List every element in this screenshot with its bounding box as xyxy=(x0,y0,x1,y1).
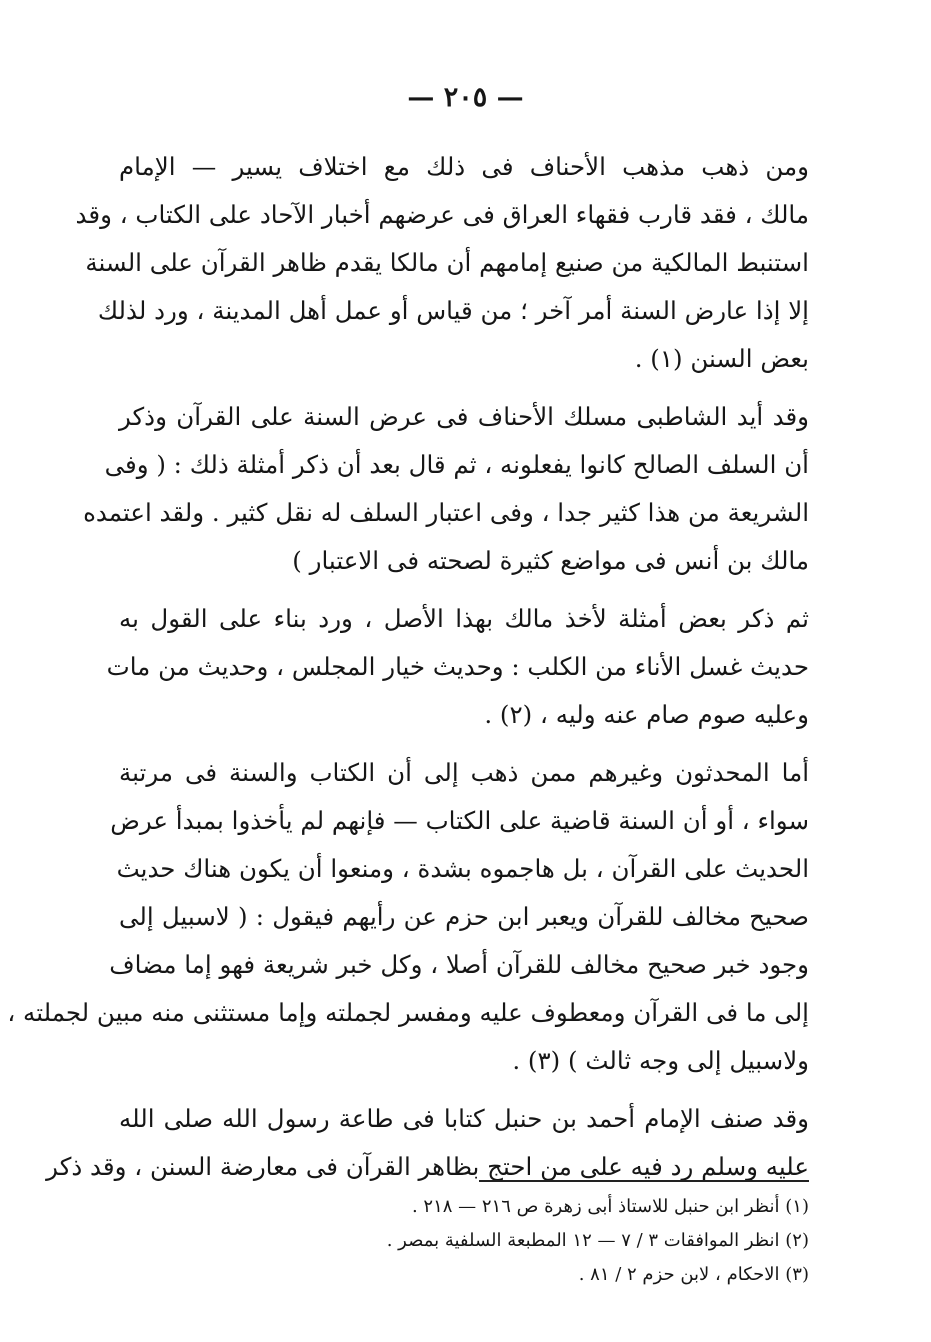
text-line: وعليه صوم صام عنه وليه ، (٢) . xyxy=(484,700,809,729)
text-line: سواء ، أو أن السنة قاضية على الكتاب — فإنهم لم يأخذوا بمبدأ عرض xyxy=(110,806,809,835)
paragraph xyxy=(46,1095,809,1191)
text-line: وقد أيد الشاطبى مسلك الأحناف فى عرض السنة على القرآن وذكر xyxy=(119,402,809,431)
text-line: ثم ذكر بعض أمثلة لأخذ مالك بهذا الأصل ، ورد بناء على القول به xyxy=(119,604,809,633)
body-text xyxy=(7,143,809,1201)
text-line: استنبط المالكية من صنيع إمامهم أن مالكا يقدم ظاهر القرآن على السنة xyxy=(85,248,809,277)
text-line: وجود خبر صحيح مخالف للقرآن أصلا ، وكل خبر شريعة فهو إما مضاف xyxy=(109,950,809,979)
text-line: حديث غسل الأناء من الكلب : وحديث خيار المجلس ، وحديث من مات xyxy=(106,652,809,681)
text-line: ومن ذهب مذهب الأحناف فى ذلك مع اختلاف يسير — الإمام xyxy=(119,152,809,181)
text-line: عليه وسلم رد فيه على من احتج بظاهر القرآن فى معارضة السنن ، وقد ذكر xyxy=(46,1152,809,1181)
text-line: مالك ، فقد قارب فقهاء العراق فى عرضهم أخبار الآحاد على الكتاب ، وقد xyxy=(75,200,809,229)
text-line: إلا إذا عارض السنة أمر آخر ؛ من قياس أو عمل أهل المدينة ، ورد لذلك xyxy=(97,296,809,325)
text-line: الحديث على القرآن ، بل هاجموه بشدة ، ومنعوا أن يكون هناك حديث xyxy=(116,854,809,883)
text-line: الشريعة من هذا كثير جدا ، وفى اعتبار السلف له نقل كثير . ولقد اعتمده xyxy=(83,498,809,527)
text-line: مالك بن أنس فى مواضع كثيرة لصحته فى الاعتبار ) xyxy=(292,546,809,575)
paragraph xyxy=(83,393,809,585)
text-line: أن السلف الصالح كانوا يفعلونه ، ثم قال بعد أن ذكر أمثلة ذلك : ( وفى xyxy=(104,450,809,479)
text-line: ولاسبيل إلى وجه ثالث ) (٣) . xyxy=(512,1046,809,1075)
footnote-2: (٢) انظر الموافقات ٣ / ٧ — ١٢ المطبعة السلفية بمصر . xyxy=(386,1230,809,1251)
text-line: بعض السنن (١) . xyxy=(634,344,809,373)
paragraph xyxy=(106,595,809,739)
page-number: — ٢٠٥ — xyxy=(407,82,524,113)
paragraph xyxy=(75,143,809,383)
text-line: إلى ما فى القرآن ومعطوف عليه ومفسر لجملته وإما مستثنى منه مبين لجملته ، xyxy=(7,998,809,1027)
footnote-1: (١) أنظر ابن حنبل للاستاذ أبى زهرة ص ٢١٦ — ٢١٨ . xyxy=(411,1196,809,1217)
paragraph xyxy=(7,749,809,1085)
footnote-3: (٣) الاحكام ، لابن حزم ٢ / ٨١ . xyxy=(578,1264,809,1285)
text-line: وقد صنف الإمام أحمد بن حنبل كتابا فى طاعة رسول الله صلى الله xyxy=(119,1104,809,1133)
text-line: أما المحدثون وغيرهم ممن ذهب إلى أن الكتاب والسنة فى مرتبة xyxy=(119,758,809,787)
footnote-divider xyxy=(479,1180,809,1182)
text-line: صحيح مخالف للقرآن ويعبر ابن حزم عن رأيهم فيقول : ( لاسبيل إلى xyxy=(119,902,809,931)
footnotes xyxy=(329,1190,809,1292)
